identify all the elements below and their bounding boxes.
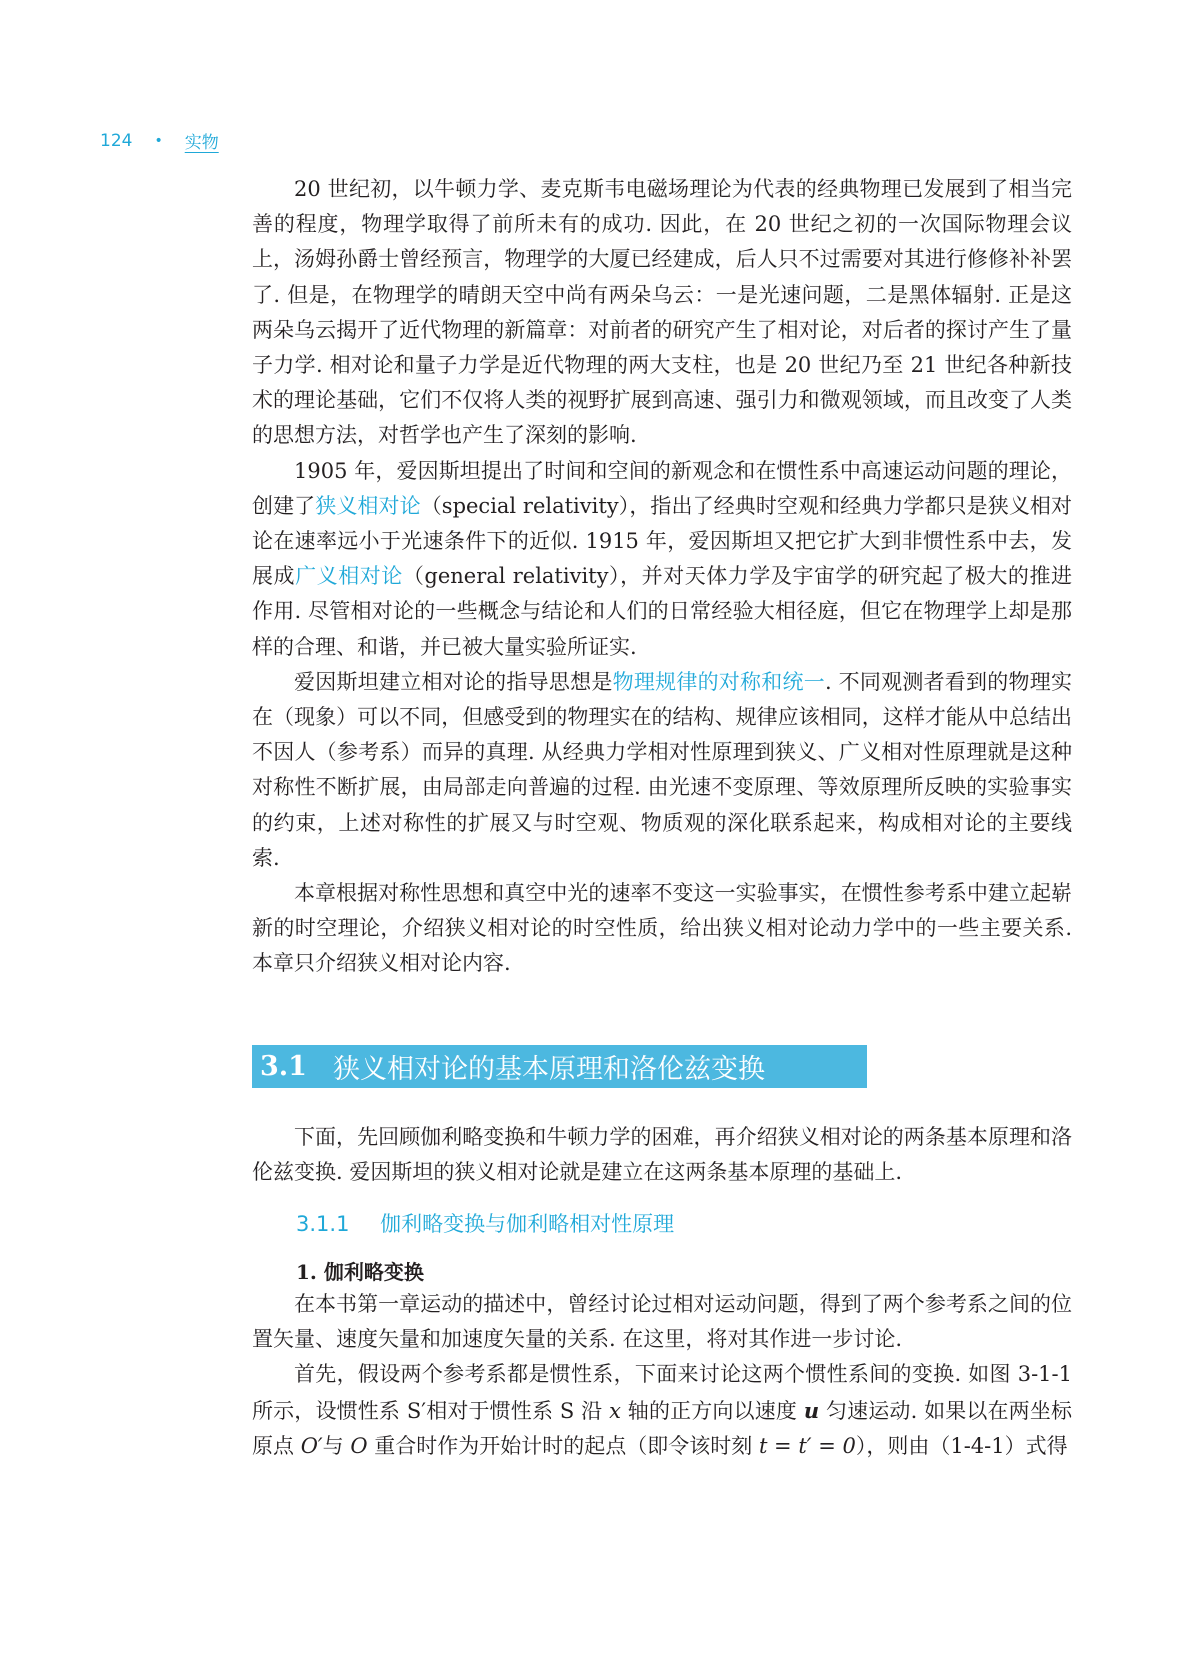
intro-paragraph-3: 爱因斯坦建立相对论的指导思想是物理规律的对称和统一. 不同观测者看到的物理实在（现象）可以不同，但感受到的物理实在的结构、规律应该相同，这样才能从中总结出不因人（参考系）而异的真理. 从经典力学相对性原理到狭义、广义相对性原理就是这种对称性不断扩展，由局部走向普遍的过程. 由光速不变原理、等效原理所反映的实验事实的约束，上述对称性的扩展又与时空观、物质观的深化联系起来，构成相对论的主要线索. (252, 669, 1073, 870)
separator-dot: • (154, 132, 163, 149)
term-symmetry: 物理规律的对称和统一 (612, 669, 826, 694)
galilean-paragraph-1: 在本书第一章运动的描述中，曾经讨论过相对运动问题，得到了两个参考系之间的位置矢量、速度矢量和加速度矢量的关系. 在这里，将对其作进一步讨论. (252, 1292, 1072, 1352)
term-general-relativity: 广义相对论 (295, 564, 403, 589)
subsection-heading (296, 1208, 674, 1238)
subsection-number: 3.1.1 (296, 1212, 350, 1236)
intro-paragraph-1: 20 世纪初，以牛顿力学、麦克斯韦电磁场理论为代表的经典物理已发展到了相当完善的程度，物理学取得了前所未有的成功. 因此，在 20 世纪之初的一次国际物理会议上，汤姆孙爵士曾经预言，物理学的大厦已经建成，后人只不过需要对其进行修修补补罢了. 但是，在物理学的晴朗天空中尚有两朵乌云：一是光速问题，二是黑体辐射. 正是这两朵乌云揭开了近代物理的新篇章：对前者的研究产生了相对论，对后者的探讨产生了量子力学. 相对论和量子力学是近代物理的两大支柱，也是 20 世纪乃至 21 世纪各种新技术的理论基础，它们不仅将人类的视野扩展到高速、强引力和微观领域，而且改变了人类的思想方法，对哲学也产生了深刻的影响. (252, 177, 1072, 448)
section-intro-text (252, 1120, 1072, 1190)
section-number: 3.1 (260, 1051, 307, 1082)
section-paragraph-1: 下面，先回顾伽利略变换和牛顿力学的困难，再介绍狭义相对论的两条基本原理和洛伦兹变换. 爱因斯坦的狭义相对论就是建立在这两条基本原理的基础上. (252, 1125, 1072, 1185)
intro-paragraph-4: 本章根据对称性思想和真空中光的速率不变这一实验事实，在惯性参考系中建立起崭新的时空理论，介绍狭义相对论的时空性质，给出狭义相对论动力学中的一些主要关系. 本章只介绍狭义相对论内容. (252, 881, 1072, 976)
intro-text (252, 172, 1072, 982)
subsection-title: 伽利略变换与伽利略相对性原理 (380, 1212, 675, 1236)
galilean-paragraph-2: 首先，假设两个参考系都是惯性系，下面来讨论这两个惯性系间的变换. 如图 3-1-1 所示，设惯性系 S′相对于惯性系 S 沿 x 轴的正方向以速度 u 匀速运动. 如果以在两坐标原点 O′与 O 重合时作为开始计时的起点（即令该时刻 t = t′ = 0），则由（1-4-1）式得 (252, 1362, 1072, 1458)
term-special-relativity: 狭义相对论 (315, 493, 421, 518)
chapter-title: 实物 (184, 133, 219, 153)
intro-paragraph-2: 1905 年，爱因斯坦提出了时间和空间的新观念和在惯性系中高速运动问题的理论，创建了狭义相对论（special relativity），指出了经典时空观和经典力学都只是狭义相对论在速率远小于光速条件下的近似. 1915 年，爱因斯坦又把它扩大到非惯性系中去，发展成广义相对论（general relativity），并对天体力学及宇宙学的研究起了极大的推进作用. 尽管相对论的一些概念与结论和人们的日常经验大相径庭，但它在物理学上却是那样的合理、和谐，并已被大量实验所证实. (252, 458, 1073, 659)
galilean-text (252, 1287, 1072, 1464)
section-title: 狭义相对论的基本原理和洛伦兹变换 (332, 1054, 765, 1085)
running-head (100, 128, 219, 153)
section-heading (252, 1045, 867, 1088)
page-number: 124 (100, 130, 133, 151)
subhead-galilean-transform: 1. 伽利略变换 (296, 1260, 424, 1284)
